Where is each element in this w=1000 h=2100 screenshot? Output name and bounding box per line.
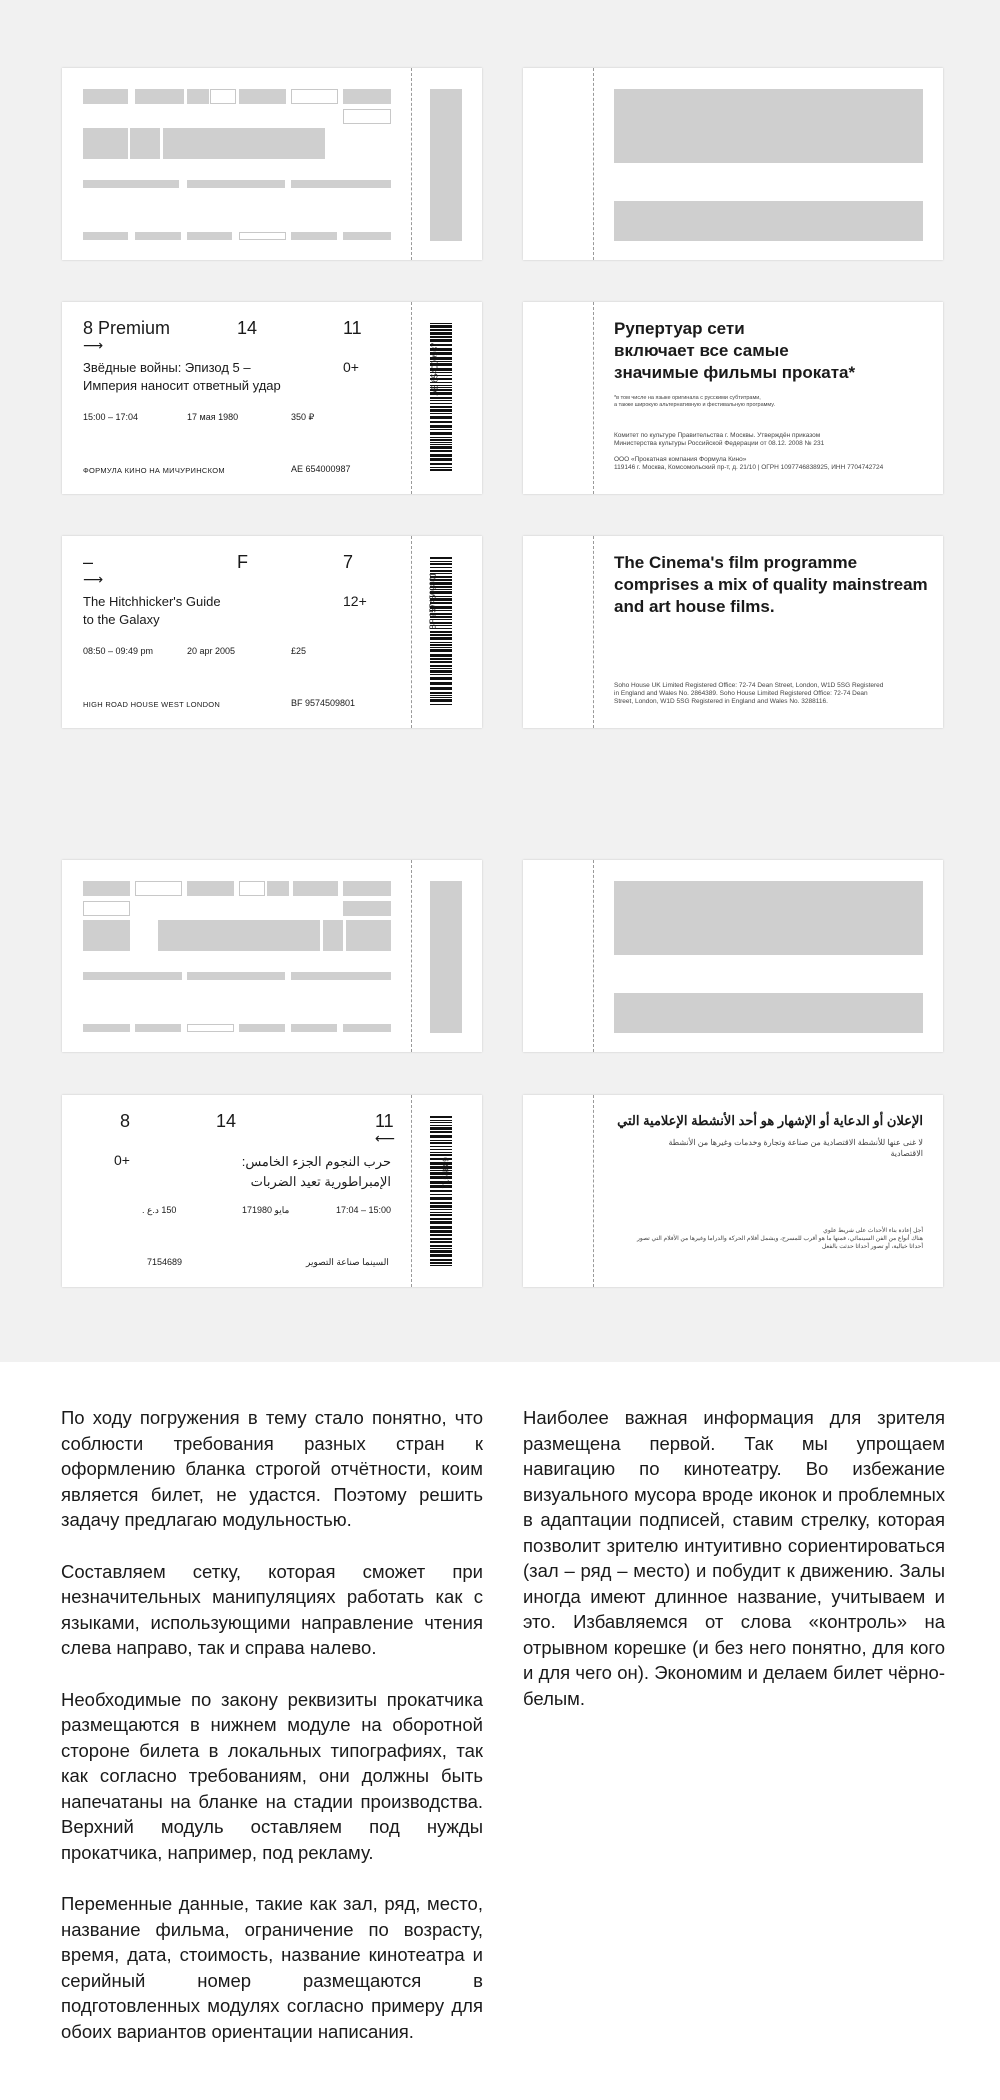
barcode-bar	[430, 1152, 452, 1153]
barcode-bar	[430, 1248, 452, 1249]
ticket-ru-front	[62, 302, 482, 494]
barcode-bar	[430, 1122, 452, 1123]
barcode-bar	[430, 1205, 452, 1208]
serial-number-stub: BF 9574509801	[428, 572, 438, 630]
barcode-bar	[430, 1116, 452, 1118]
barcode-bar	[430, 567, 452, 568]
article-left-column	[61, 1405, 483, 2070]
paragraph: По ходу погружения в тему стало понятно, что соблюсти требования разных стран к оформлению бланка строгой отчётности, коим является билет, не удастся. Поэтому решить задачу предлагаю модульностью.	[61, 1407, 483, 1530]
barcode-bar	[430, 463, 452, 465]
back-title-line-2: comprises a mix of quality mainstream	[614, 575, 928, 594]
barcode-bar	[430, 642, 452, 643]
barcode-bar	[430, 649, 452, 652]
serial-number: BF 9574509801	[291, 698, 356, 708]
show-date: 20 apr 2005	[187, 646, 236, 656]
barcode-bar	[430, 1245, 452, 1247]
barcode-bar	[430, 406, 452, 408]
legal-line-3: ООО «Прокатная компания Формула Кино»	[614, 456, 747, 463]
barcode-bar	[430, 429, 452, 430]
barcode-bar	[430, 695, 452, 696]
barcode-bar	[430, 444, 452, 445]
barcode-bar	[430, 1125, 452, 1126]
back-sub-line-1: لا غنى عنها للأنشطة الاقتصادية من صناعة وتجارة وخدمات وغيرها من الأنشطة	[668, 1138, 923, 1147]
serial-number: 7154689	[147, 1257, 183, 1267]
barcode-bar	[430, 332, 452, 335]
barcode-bar	[430, 1262, 452, 1264]
barcode-bar	[430, 400, 452, 401]
seat-label: 11	[343, 318, 362, 338]
barcode-bar	[430, 670, 452, 673]
legal-line-1: أجل إعادة بناء الأحداث على شريط علوي	[823, 1228, 923, 1234]
barcode-bar	[430, 654, 452, 657]
back-title-line-1: Рупертуар сети	[614, 319, 745, 338]
ticket-ru-back	[523, 302, 943, 494]
price: £25	[291, 646, 307, 656]
barcode	[430, 1116, 452, 1266]
barcode-bar	[430, 644, 452, 646]
barcode-bar	[430, 557, 452, 559]
barcode-bar	[430, 1230, 452, 1233]
barcode-bar	[430, 1218, 452, 1220]
back-sub-line-2: الاقتصادية	[890, 1149, 923, 1158]
paragraph: Наиболее важная информация для зрителя размещена первой. Так мы упрощаем навигацию по кинотеатру. Во избежание визуального мусора вроде иконок и проблемных в адаптации подписей, ставим стрелку, которая позволит зрителю интуитивно сориентироваться (зал – ряд – место) и побудит к движению. Залы иногда имеют длинное название, учитываем и это. Избавляемся от слова «контроль» на отрывном корешке (и без него понятно, для кого и для чего он). Экономим и делаем билет чёрно-белым.	[523, 1407, 945, 1709]
film-title-line-1: حرب النجوم الجزء الخامس:	[241, 1154, 391, 1169]
barcode-bar	[430, 1135, 452, 1138]
show-time: 15:00 – 17:04	[83, 412, 139, 422]
paragraph: Необходимые по закону реквизиты прокатчика размещаются в нижнем модуле на оборотной стороне билета в локальных типографиях, так как согласно требованиям, они должны быть напечатаны на бланке на стадии производства. Верхний модуль оставляем под нужды прокатчика, например, под рекламу.	[61, 1688, 483, 1863]
back-title-line-1: The Cinema's film programme	[614, 553, 858, 572]
back-title: الإعلان أو الدعاية أو الإشهار هو أحد الأنشطة الإعلامية التي	[617, 1113, 923, 1128]
show-date: 17مايو 1980	[242, 1205, 290, 1215]
barcode-bar	[430, 397, 452, 399]
barcode-bar	[430, 469, 452, 471]
barcode-bar	[430, 416, 452, 419]
footnote-line-1: *в том числе на языке оригинала с русскими субтитрами,	[614, 395, 761, 401]
row-label: F	[237, 552, 248, 572]
show-date: 17 мая 1980	[187, 412, 239, 422]
barcode-bar	[430, 403, 452, 404]
barcode-bar	[430, 1120, 452, 1121]
legal-line-2: Министерства культуры Российской Федерации от 08.12. 2008 № 231	[614, 440, 825, 447]
barcode-bar	[430, 442, 452, 443]
barcode-bar	[430, 1238, 452, 1240]
barcode-bar	[430, 1241, 452, 1243]
barcode-bar	[430, 421, 452, 423]
barcode-bar	[430, 699, 452, 702]
barcode-bar	[430, 1140, 452, 1141]
film-title-line-2: الإمبراطورية تعيد الضربات	[250, 1174, 391, 1189]
legal-spacer	[614, 448, 883, 456]
legal-line-1: Soho House UK Limited Registered Office: 72-74 Dean Street, London, W1D 5SG Registered	[614, 682, 884, 689]
barcode-bar	[430, 446, 452, 449]
barcode-bar	[430, 458, 452, 461]
barcode-bar	[430, 637, 452, 640]
barcode-bar	[430, 665, 452, 667]
barcode-bar	[430, 437, 452, 438]
barcode-bar	[430, 1202, 452, 1204]
serial-number-stub: AE 654000987	[430, 342, 440, 396]
barcode-bar	[430, 1131, 452, 1133]
article-right-column	[523, 1405, 945, 1737]
barcode-bar	[430, 682, 452, 685]
barcode-bar	[430, 687, 452, 690]
barcode-bar	[430, 1212, 452, 1213]
seat-label: 11	[375, 1111, 394, 1131]
barcode-bar	[430, 697, 452, 698]
arrow-right-icon: ⟶	[83, 572, 104, 588]
barcode-bar	[430, 661, 452, 663]
ticket-en-front	[62, 536, 482, 728]
barcode-bar	[430, 454, 452, 457]
barcode-bar	[430, 1209, 452, 1210]
barcode-bar	[430, 323, 452, 324]
arrow-left-icon: ⟵	[375, 1131, 396, 1147]
hall-label: –	[83, 552, 94, 572]
film-title-line-1: The Hitchhicker's Guide	[83, 594, 221, 609]
barcode-bar	[430, 467, 452, 468]
barcode-bar	[430, 1226, 452, 1229]
serial-number: AE 654000987	[291, 464, 351, 474]
ticket-template-rtl-back	[523, 860, 943, 1052]
barcode-bar	[430, 631, 452, 633]
barcode-bar	[430, 647, 452, 648]
barcode-bar	[430, 704, 452, 705]
ticket-en-back	[523, 536, 943, 728]
footnote-line-2: а также широкую альтернативную и фестивальную программу.	[614, 402, 775, 408]
film-title-line-1: Звёдные войны: Эпизод 5 –	[83, 360, 251, 375]
price: 350 ₽	[291, 412, 315, 422]
legal-line-3: Street, London, W1D 5SG Registered in England and Wales No. 3288116.	[614, 698, 828, 705]
barcode-bar	[430, 561, 452, 562]
barcode-bar	[430, 1221, 452, 1224]
back-title-line-3: значимые фильмы проката*	[614, 363, 856, 382]
legal-line-3: أحداثا خيالية، أو تصور أحداثا حدثت بالفعل	[821, 1244, 923, 1250]
hall-label: 8 Premium	[83, 318, 171, 338]
barcode-bar	[430, 1265, 452, 1266]
barcode-bar	[430, 1197, 452, 1200]
cinema-name: السينما صناعة التصوير	[306, 1257, 389, 1267]
barcode-bar	[430, 1127, 452, 1130]
ticket-ar-front	[62, 1095, 482, 1287]
barcode-bar	[430, 668, 452, 669]
barcode-bar	[430, 432, 452, 435]
serial-number-stub: 7154689	[441, 1157, 451, 1189]
ticket-template-rtl-front	[62, 860, 482, 1052]
cinema-name: HIGH ROAD HOUSE WEST LONDON	[83, 700, 221, 709]
age-rating: 12+	[343, 593, 367, 609]
legal-line-1: Комитет по культуре Правительства г. Москвы. Утверждён приказом	[614, 432, 821, 439]
barcode-bar	[430, 1234, 452, 1236]
legal-line-2: in England and Wales No. 2864389. Soho House Limited Registered Office: 72-74 Dean	[614, 690, 868, 697]
seat-label: 7	[343, 552, 354, 572]
show-time: 17:04 – 15:00	[336, 1205, 392, 1215]
legal-line-4: 119146 г. Москва, Комсомольский пр-т, д. 21/10 | ОГРН 1097746838925, ИНН 7704742724	[614, 464, 884, 471]
barcode-bar	[430, 1154, 452, 1156]
show-time: 08:50 – 09:49 pm	[83, 646, 154, 656]
barcode-bar	[430, 563, 452, 565]
barcode-bar	[430, 1194, 452, 1195]
paragraph: Составляем сетку, которая сможет при незначительных манипуляциях работать как с языками, использующими направление чтения слева направо, так и справа налево.	[61, 1560, 483, 1658]
arrow-right-icon: ⟶	[83, 338, 104, 354]
age-rating: 0+	[114, 1152, 130, 1168]
barcode-bar	[430, 692, 452, 694]
barcode-bar	[430, 325, 452, 328]
barcode-bar	[430, 336, 452, 338]
barcode-bar	[430, 450, 452, 452]
back-title-line-3: and art house films.	[614, 597, 775, 616]
back-title-line-2: включает все самые	[614, 341, 789, 360]
barcode-bar	[430, 329, 452, 331]
barcode-bar	[430, 1259, 452, 1261]
cinema-name: ФОРМУЛА КИНО НА МИЧУРИНСКОМ	[83, 466, 225, 475]
barcode-bar	[430, 1142, 452, 1144]
barcode-bar	[430, 1254, 452, 1257]
barcode-bar	[430, 439, 452, 441]
barcode-bar	[430, 409, 452, 412]
barcode-bar	[430, 1190, 452, 1192]
barcode-bar	[430, 1146, 452, 1147]
legal-line-2: هناك أنواع من الفن السينمائي، فمنها ما هو أقرب للمسرح، ويشمل أفلام الحركة والدراما وغيرها من الأفلام التي تصور	[636, 1236, 923, 1242]
film-title-line-2: Империя наносит ответный удар	[83, 378, 281, 393]
barcode-bar	[430, 1250, 452, 1253]
barcode-bar	[430, 677, 452, 680]
ticket-ar-back	[523, 1095, 943, 1287]
hall-label: 8	[120, 1111, 131, 1131]
barcode-bar	[430, 634, 452, 636]
row-label: 14	[237, 318, 258, 338]
age-rating: 0+	[343, 359, 359, 375]
barcode-bar	[430, 1149, 452, 1150]
ticket-template-ltr-front	[62, 68, 482, 260]
barcode-bar	[430, 413, 452, 414]
film-title-line-2: to the Galaxy	[83, 612, 160, 627]
ticket-template-ltr-back	[523, 68, 943, 260]
barcode-bar	[430, 674, 452, 675]
barcode-bar	[430, 1214, 452, 1216]
paragraph: Переменные данные, такие как зал, ряд, место, название фильма, ограничение по возрасту, время, дата, стоимость, название кинотеатра и серийный номер размещаются в подготовленных модулях согласно примеру для обоих вариантов ориентации написания.	[61, 1893, 483, 2042]
row-label: 14	[216, 1111, 237, 1131]
barcode-bar	[430, 658, 452, 660]
price: 150 د.ع .	[142, 1205, 177, 1215]
barcode-bar	[430, 425, 452, 428]
